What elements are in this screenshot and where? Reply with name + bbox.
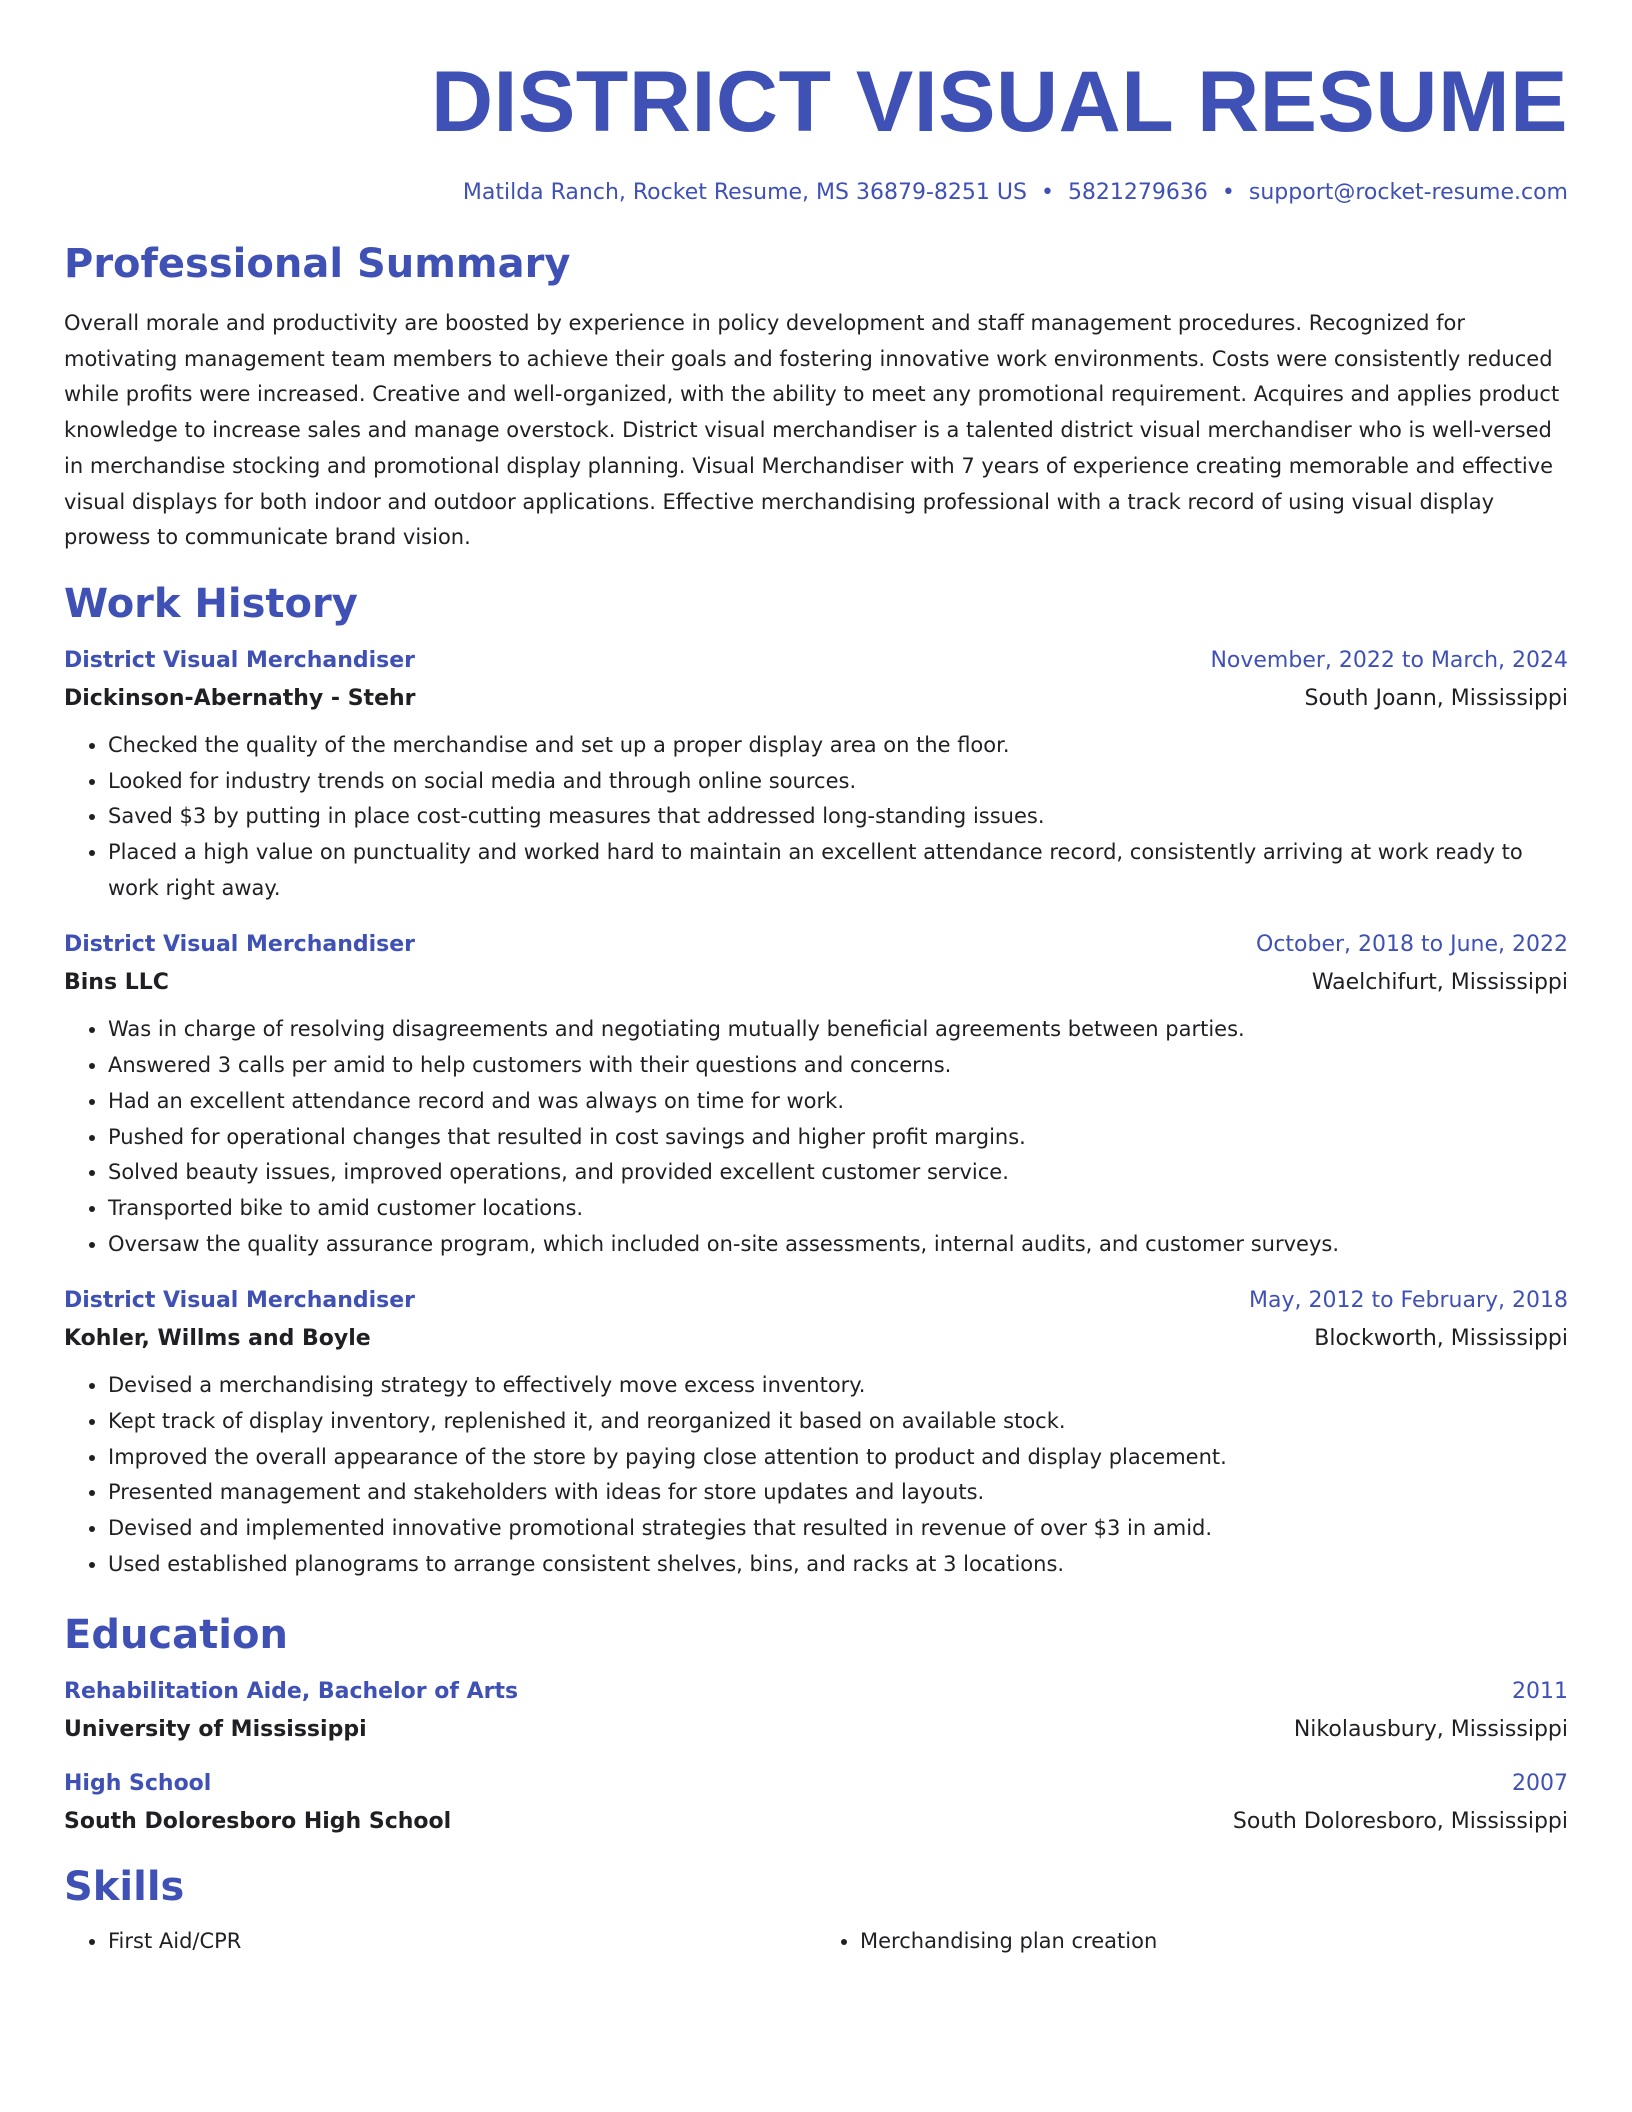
- education-location: Nikolausbury, Mississippi: [1293, 1716, 1568, 1742]
- job-company: Kohler, Willms and Boyle: [64, 1326, 371, 1352]
- contact-email: support@rocket-resume.com: [1248, 180, 1568, 205]
- contact-separator: •: [1040, 180, 1054, 205]
- job-dates: November, 2022 to March, 2024: [1210, 647, 1568, 673]
- job-title: District Visual Merchandiser: [64, 1288, 416, 1314]
- skill-item: • First Aid/CPR: [108, 1925, 816, 1957]
- bullet-item: • Kept track of display inventory, replenished it, and reorganized it based on available stock.: [108, 1404, 1568, 1440]
- education-school-row: [64, 1807, 1568, 1837]
- job-entry: [64, 646, 1568, 907]
- bullet-item: • Answered 3 calls per amid to help customers with their questions and concerns.: [108, 1048, 1568, 1084]
- education-header-row: [64, 1677, 1568, 1707]
- job-header-row: [64, 1286, 1568, 1316]
- job-bullets: [64, 728, 1568, 907]
- bullet-item: • Devised and implemented innovative promotional strategies that resulted in revenue of over $3 in amid.: [108, 1511, 1568, 1547]
- job-bullets: [64, 1368, 1568, 1582]
- job-company-row: [64, 1324, 1568, 1354]
- section-heading: Education: [64, 1611, 288, 1658]
- job-company-row: [64, 968, 1568, 998]
- education-degree: High School: [64, 1770, 212, 1796]
- bullet-item: • Oversaw the quality assurance program, which included on-site assessments, internal audits, and customer surveys.: [108, 1227, 1568, 1263]
- education-entry: [64, 1769, 1568, 1837]
- skills-section: [64, 1861, 1568, 1957]
- section-heading: Skills: [64, 1863, 185, 1910]
- contact-line: [64, 178, 1568, 208]
- section-heading: Professional Summary: [64, 241, 571, 287]
- job-title: District Visual Merchandiser: [64, 932, 416, 958]
- bullet-item: • Presented management and stakeholders with ideas for store updates and layouts.: [108, 1475, 1568, 1511]
- education-year: 2007: [1512, 1770, 1568, 1796]
- section-heading: Work History: [64, 580, 358, 627]
- job-location: Waelchifurt, Mississippi: [1311, 970, 1568, 996]
- candidate-name: DISTRICT VISUAL RESUME: [430, 54, 1568, 150]
- job-title: District Visual Merchandiser: [64, 647, 416, 673]
- bullet-item: • Pushed for operational changes that resulted in cost savings and higher profit margins.: [108, 1120, 1568, 1156]
- skills-column-left: [64, 1925, 816, 1957]
- job-header-row: [64, 930, 1568, 960]
- bullet-item: • Transported bike to amid customer locations.: [108, 1191, 1568, 1227]
- education-degree: Rehabilitation Aide, Bachelor of Arts: [64, 1678, 519, 1704]
- job-company: Bins LLC: [64, 970, 169, 996]
- job-dates: October, 2018 to June, 2022: [1256, 932, 1568, 958]
- job-entry: [64, 930, 1568, 1262]
- education-school: South Doloresboro High School: [64, 1808, 452, 1834]
- bullet-item: • Checked the quality of the merchandise and set up a proper display area on the floor.: [108, 728, 1568, 764]
- skills-column-right: [816, 1925, 1568, 1957]
- job-location: South Joann, Mississippi: [1304, 685, 1568, 711]
- contact-address: Matilda Ranch, Rocket Resume, MS 36879-8251 US: [462, 180, 1027, 205]
- summary-section: [64, 238, 1568, 556]
- job-header-row: [64, 646, 1568, 676]
- contact-phone: 5821279636: [1067, 180, 1208, 205]
- resume-header: [64, 0, 1568, 208]
- skill-item: • Merchandising plan creation: [860, 1925, 1568, 1957]
- skills-grid: [64, 1925, 1568, 1957]
- bullet-item: • Looked for industry trends on social media and through online sources.: [108, 764, 1568, 800]
- education-school-row: [64, 1715, 1568, 1745]
- work-history-section: [64, 578, 1568, 1583]
- bullet-item: • Was in charge of resolving disagreements and negotiating mutually beneficial agreements between parties.: [108, 1012, 1568, 1048]
- education-entry: [64, 1677, 1568, 1745]
- bullet-item: • Placed a high value on punctuality and worked hard to maintain an excellent attendance record, consistently arriving at work ready to work right away.: [108, 835, 1568, 906]
- bullet-item: • Improved the overall appearance of the store by paying close attention to product and display placement.: [108, 1440, 1568, 1476]
- job-dates: May, 2012 to February, 2018: [1249, 1288, 1568, 1314]
- job-bullets: [64, 1012, 1568, 1262]
- job-company-row: [64, 684, 1568, 714]
- job-location: Blockworth, Mississippi: [1314, 1326, 1568, 1352]
- education-location: South Doloresboro, Mississippi: [1232, 1808, 1568, 1834]
- education-section: [64, 1609, 1568, 1837]
- bullet-item: • Solved beauty issues, improved operations, and provided excellent customer service.: [108, 1155, 1568, 1191]
- bullet-item: • Devised a merchandising strategy to effectively move excess inventory.: [108, 1368, 1568, 1404]
- bullet-item: • Used established planograms to arrange consistent shelves, bins, and racks at 3 locations.: [108, 1547, 1568, 1583]
- bullet-item: • Had an excellent attendance record and was always on time for work.: [108, 1084, 1568, 1120]
- education-school: University of Mississippi: [64, 1716, 367, 1742]
- education-header-row: [64, 1769, 1568, 1799]
- job-company: Dickinson-Abernathy - Stehr: [64, 685, 416, 711]
- bullet-item: • Saved $3 by putting in place cost-cutting measures that addressed long-standing issues.: [108, 799, 1568, 835]
- job-entry: [64, 1286, 1568, 1582]
- contact-separator: •: [1221, 180, 1235, 205]
- summary-text: Overall morale and productivity are boosted by experience in policy development and staff management procedures. Recognized for motivating management team members to achieve their goals and fostering innovative work environments. Costs were consistently reduced while profits were increased. Creative and well-organized, with the ability to meet any promotional requirement. Acquires and applies product knowledge to increase sales and manage overstock. District visual merchandiser is a talented district visual merchandiser who is well-versed in merchandise stocking and promotional display planning. Visual Merchandiser with 7 years of experience creating memorable and effective visual displays for both indoor and outdoor applications. Effective merchandising professional with a track record of using visual display prowess to communicate brand vision.: [64, 311, 1560, 550]
- education-year: 2011: [1512, 1678, 1568, 1704]
